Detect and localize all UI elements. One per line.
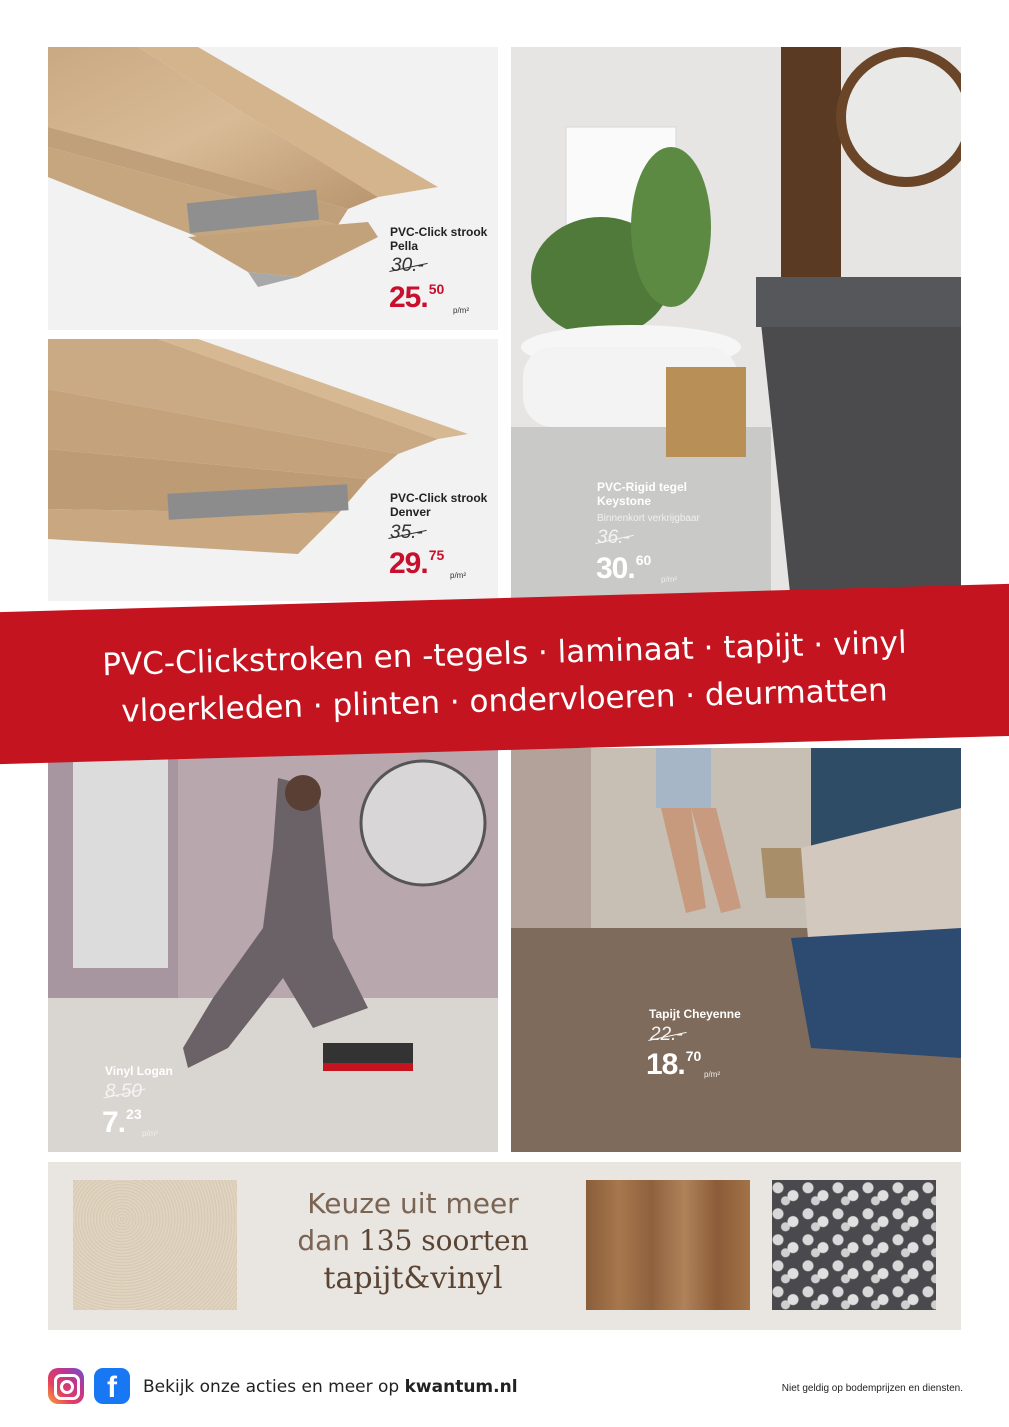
choice-line3: tapijt&vinyl <box>323 1261 503 1296</box>
choice-strip <box>48 1162 961 1330</box>
banner-line2: vloerkleden · plinten · ondervloeren · deurmatten <box>120 672 889 730</box>
choice-line2-bold: 135 soorten <box>358 1224 529 1257</box>
availability-note: Binnenkort verkrijgbaar <box>597 513 700 524</box>
product-name-line2: Denver <box>390 505 431 519</box>
old-price: 36.- <box>597 527 630 548</box>
product-name: Vinyl Logan <box>105 1064 173 1078</box>
carpet-swatch-leopard <box>772 1180 936 1310</box>
old-price: 8.50 <box>105 1081 142 1102</box>
banner-line1: PVC-Clickstroken en -tegels · laminaat · tapijt · vinyl <box>101 624 908 684</box>
old-price: 22.- <box>650 1024 683 1045</box>
sale-price <box>102 1106 142 1140</box>
price-unit: p/m² <box>453 306 469 315</box>
product-name-line1: PVC-Click strook <box>390 491 488 505</box>
instagram-lens <box>60 1380 74 1394</box>
product-panel-keystone[interactable] <box>511 47 961 602</box>
facebook-icon[interactable]: f <box>94 1368 130 1404</box>
footer-text <box>143 1377 518 1397</box>
price-main: 25. <box>389 281 428 314</box>
price-decimals: 70 <box>685 1048 702 1064</box>
choice-line2-prefix: dan <box>297 1224 359 1257</box>
old-price: 35.- <box>390 522 423 543</box>
product-panel-denver[interactable] <box>48 339 498 601</box>
price-decimals: 60 <box>635 552 652 568</box>
price-unit: p/m² <box>661 575 677 584</box>
disclaimer: Niet geldig op bodemprijzen en diensten. <box>781 1383 963 1394</box>
bedroom-scene-image <box>511 748 961 1152</box>
instagram-icon[interactable] <box>48 1368 84 1404</box>
price-main: 7. <box>102 1106 126 1139</box>
sale-price <box>646 1048 701 1082</box>
vinyl-swatch-wood <box>586 1180 750 1310</box>
price-decimals: 75 <box>428 547 445 563</box>
product-name-line1: PVC-Click strook <box>390 225 488 239</box>
old-price: 30.- <box>391 255 424 276</box>
choice-text <box>268 1186 558 1298</box>
price-unit: p/m² <box>142 1129 158 1138</box>
price-unit: p/m² <box>704 1070 720 1079</box>
price-decimals: 50 <box>428 281 445 297</box>
sale-price <box>389 281 444 315</box>
carpet-swatch-beige <box>73 1180 237 1310</box>
footer-lead: Bekijk onze acties en meer op <box>143 1377 405 1397</box>
choice-line2 <box>268 1222 558 1260</box>
price-main: 18. <box>646 1048 685 1081</box>
product-panel-pella[interactable] <box>48 47 498 330</box>
product-name-line2: Keystone <box>597 494 652 508</box>
price-decimals: 23 <box>126 1106 142 1122</box>
product-name-line1: PVC-Rigid tegel <box>597 480 688 494</box>
sale-price <box>389 547 444 581</box>
price-main: 30. <box>596 552 635 585</box>
product-panel-cheyenne[interactable] <box>511 748 961 1152</box>
bathroom-scene-image <box>511 47 961 602</box>
price-main: 29. <box>389 547 428 580</box>
product-panel-logan[interactable] <box>48 748 498 1152</box>
product-name: Tapijt Cheyenne <box>649 1007 741 1021</box>
footer-site-link[interactable]: kwantum.nl <box>404 1377 518 1397</box>
product-name-line2: Pella <box>390 239 419 253</box>
choice-line1: Keuze uit meer <box>307 1187 519 1220</box>
price-unit: p/m² <box>450 571 466 580</box>
sale-price <box>596 552 651 586</box>
